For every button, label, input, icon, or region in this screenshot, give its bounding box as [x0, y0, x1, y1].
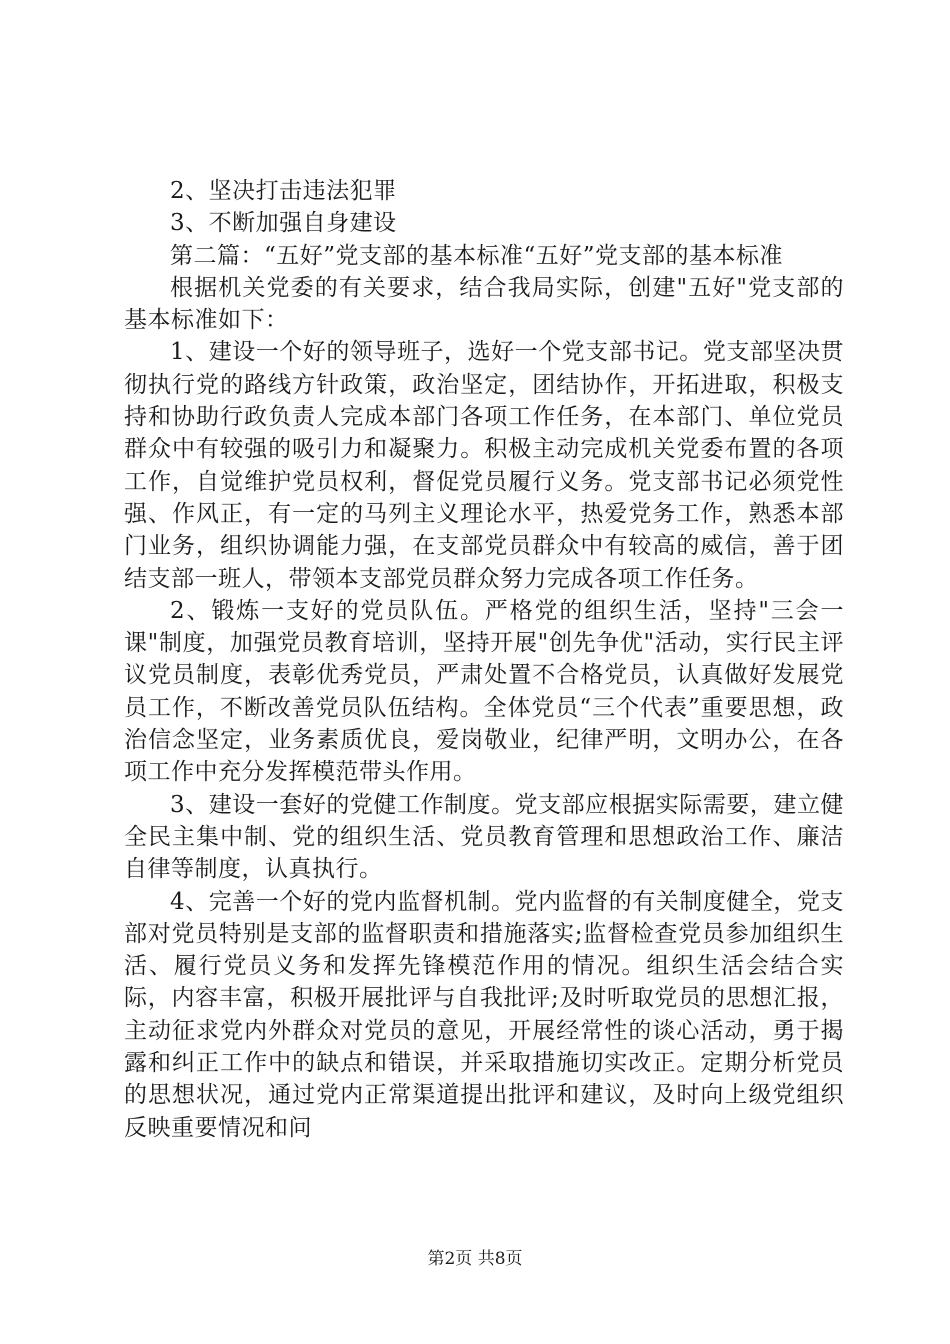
standard-paragraph-3: 3、建设一套好的党健工作制度。党支部应根据实际需要，建立健全民主集中制、党的组织生活、党员教育管理和思想政治工作、廉洁自律等制度，认真执行。: [124, 791, 844, 883]
standard-paragraph-4: 4、完善一个好的党内监督机制。党内监督的有关制度健全，党支部对党员特别是支部的监督职责和措施落实;监督检查党员参加组织生活、履行党员义务和发挥先锋模范作用的情况。组织生活会结合实际，内容丰富，积极开展批评与自我批评;及时听取党员的思想汇报，主动征求党内外群众对党员的意见，开展经常性的谈心活动，勇于揭露和纠正工作中的缺点和错误，并采取措施切实改正。定期分析党员的思想状况，通过党内正常渠道提出批评和建议，及时向上级党组织反映重要情况和问: [124, 888, 844, 1141]
page-footer: 第2页 共8页: [427, 1249, 523, 1269]
document-body: [124, 175, 844, 1144]
standard-paragraph-2: 2、锻炼一支好的党员队伍。严格党的组织生活，坚持"三会一课"制度，加强党员教育培训，坚持开展"创先争优"活动，实行民主评议党员制度，表彰优秀党员，严肃处置不合格党员，认真做好发展党员工作，不断改善党员队伍结构。全体党员“三个代表”重要思想，政治信念坚定，业务素质优良，爱岗敬业，纪律严明，文明办公，在各项工作中充分发挥模范带头作用。: [124, 597, 844, 786]
list-item-2: 2、坚决打击违法犯罪: [170, 178, 397, 204]
list-item-3: 3、不断加强自身建设: [170, 210, 397, 237]
standard-paragraph-1: 1、建设一个好的领导班子，选好一个党支部书记。党支部坚决贯彻执行党的路线方针政策，政治坚定，团结协作，开拓进取，积极支持和协助行政负责人完成本部门各项工作任务，在本部门、单位党员群众中有较强的吸引力和凝聚力。积极主动完成机关党委布置的各项工作，自觉维护党员权利，督促党员履行义务。党支部书记必须党性强、作风正，有一定的马列主义理论水平，热爱党务工作，熟悉本部门业务，组织协调能力强，在支部党员群众中有较高的威信，善于团结支部一班人，带领本支部党员群众努力完成各项工作任务。: [124, 339, 844, 592]
section-heading: 第二篇：“五好”党支部的基本标准“五好”党支部的基本标准: [170, 242, 784, 269]
intro-paragraph: 根据机关党委的有关要求，结合我局实际，创建"五好"党支部的基本标准如下：: [124, 274, 844, 334]
